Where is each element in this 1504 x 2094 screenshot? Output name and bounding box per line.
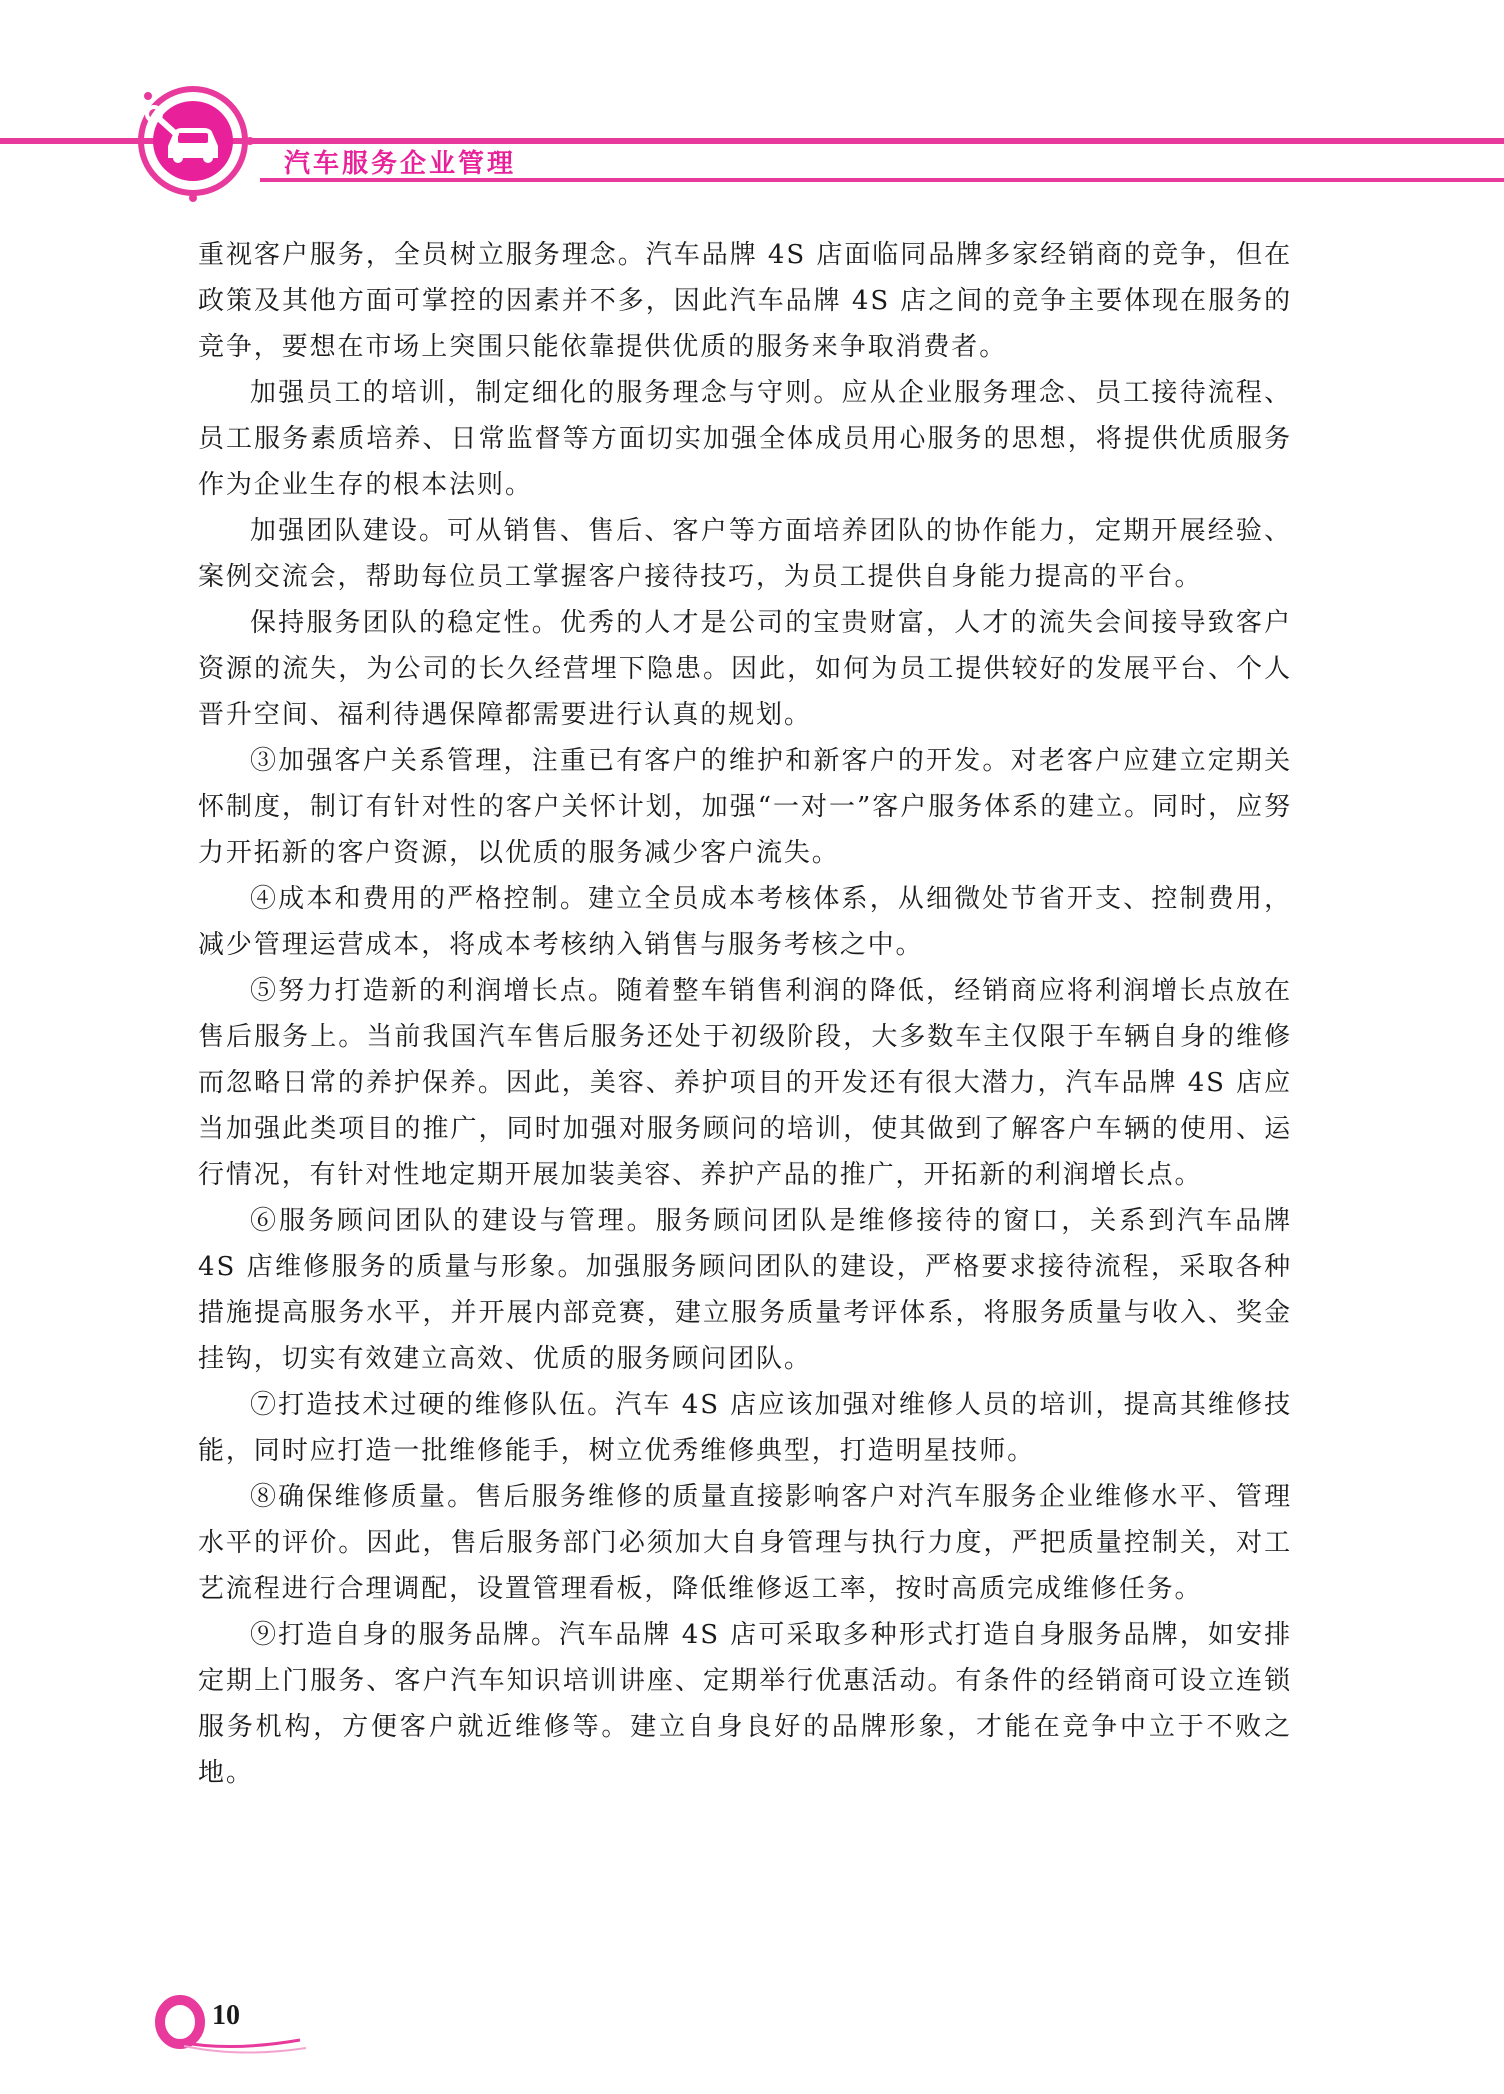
book-title: 汽车服务企业管理 — [284, 149, 517, 179]
paragraph: ⑤努力打造新的利润增长点。随着整车销售利润的降低，经销商应将利润增长点放在售后服务上。当前我国汽车售后服务还处于初级阶段，大多数车主仅限于车辆自身的维修而忽略日常的养护保养。因此，美容、养护项目的开发还有很大潜力，汽车品牌 4S 店应当加强此类项目的推广，同时加强对服务顾问的培训，使其做到了解客户车辆的使用、运行情况，有针对性地定期开展加装美容、养护产品的推广，开拓新的利润增长点。 — [198, 976, 1292, 1190]
paragraph: ⑦打造技术过硬的维修队伍。汽车 4S 店应该加强对维修人员的培训，提高其维修技能，同时应打造一批维修能手，树立优秀维修典型，打造明星技师。 — [198, 1390, 1292, 1466]
paragraph: 加强团队建设。可从销售、售后、客户等方面培养团队的协作能力，定期开展经验、案例交流会，帮助每位员工掌握客户接待技巧，为员工提供自身能力提高的平台。 — [198, 516, 1292, 592]
paragraph: 加强员工的培训，制定细化的服务理念与守则。应从企业服务理念、员工接待流程、员工服务素质培养、日常监督等方面切实加强全体成员用心服务的思想，将提供优质服务作为企业生存的根本法则。 — [198, 378, 1292, 500]
car-wrench-icon — [128, 76, 258, 206]
paragraph: 重视客户服务，全员树立服务理念。汽车品牌 4S 店面临同品牌多家经销商的竞争，但在政策及其他方面可掌控的因素并不多，因此汽车品牌 4S 店之间的竞争主要体现在服务的竞争，要想在市场上突围只能依靠提供优质的服务来争取消费者。 — [198, 240, 1292, 362]
paragraph: ⑥服务顾问团队的建设与管理。服务顾问团队是维修接待的窗口，关系到汽车品牌 4S 店维修服务的质量与形象。加强服务顾问团队的建设，严格要求接待流程，采取各种措施提高服务水平，并开展内部竞赛，建立服务质量考评体系，将服务质量与收入、奖金挂钩，切实有效建立高效、优质的服务顾问团队。 — [198, 1206, 1292, 1374]
paragraph: 保持服务团队的稳定性。优秀的人才是公司的宝贵财富，人才的流失会间接导致客户资源的流失，为公司的长久经营埋下隐患。因此，如何为员工提供较好的发展平台、个人晋升空间、福利待遇保障都需要进行认真的规划。 — [198, 608, 1292, 730]
page-header — [0, 0, 1504, 220]
paragraph: ⑧确保维修质量。售后服务维修的质量直接影响客户对汽车服务企业维修水平、管理水平的评价。因此，售后服务部门必须加大自身管理与执行力度，严把质量控制关，对工艺流程进行合理调配，设置管理看板，降低维修返工率，按时高质完成维修任务。 — [198, 1482, 1292, 1604]
paragraph: ③加强客户关系管理，注重已有客户的维护和新客户的开发。对老客户应建立定期关怀制度，制订有针对性的客户关怀计划，加强“一对一”客户服务体系的建立。同时，应努力开拓新的客户资源，以优质的服务减少客户流失。 — [198, 746, 1292, 868]
paragraph: ⑨打造自身的服务品牌。汽车品牌 4S 店可采取多种形式打造自身服务品牌，如安排定期上门服务、客户汽车知识培训讲座、定期举行优惠活动。有条件的经销商可设立连锁服务机构，方便客户就近维修等。建立自身良好的品牌形象，才能在竞争中立于不败之地。 — [198, 1620, 1292, 1788]
page-footer — [150, 1990, 450, 2060]
paragraph: ④成本和费用的严格控制。建立全员成本考核体系，从细微处节省开支、控制费用，减少管理运营成本，将成本考核纳入销售与服务考核之中。 — [198, 884, 1292, 960]
body-text — [198, 232, 1292, 1796]
page-number: 10 — [212, 2000, 240, 2031]
